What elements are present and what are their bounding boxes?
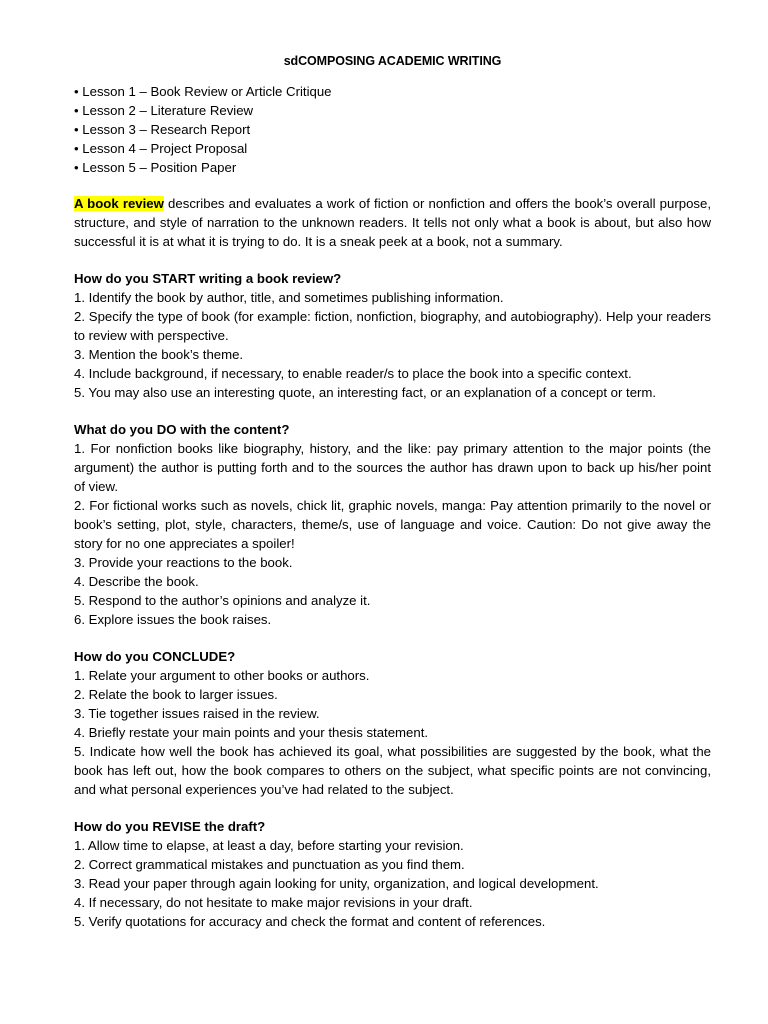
list-item: 5. Indicate how well the book has achieved its goal, what possibilities are suggested by the book, what the book has left out, how the book compares to others on the subject, what specific points are not convincing, and what personal experiences you’ve had related to the subject. [74, 744, 711, 797]
list-item: 3. Provide your reactions to the book. [74, 555, 293, 570]
section-heading: How do you REVISE the draft? [74, 819, 266, 834]
lesson-item: • Lesson 1 – Book Review or Article Critique [74, 84, 332, 99]
document-page [74, 52, 711, 931]
list-item: 3. Read your paper through again looking for unity, organization, and logical development. [74, 876, 599, 891]
intro-text: describes and evaluates a work of fiction or nonfiction and offers the book’s overall purpose, structure, and style of narration to the unknown readers. It tells not only what a book is about, but also how successful it is at what it is trying to do. It is a sneak peek at a book, not a summary. [74, 196, 711, 249]
section-content [74, 420, 711, 629]
list-item: 2. For fictional works such as novels, chick lit, graphic novels, manga: Pay attention primarily to the novel or book’s setting, plot, style, characters, theme/s, use of language and voice. Caution: Do not give away the story for no one appreciates a spoiler! [74, 498, 711, 551]
highlighted-term: A book review [74, 196, 164, 211]
list-item: 1. Relate your argument to other books or authors. [74, 668, 370, 683]
list-item: 1. For nonfiction books like biography, history, and the like: pay primary attention to the major points (the argument) the author is putting forth and to the sources the author has drawn upon to back up his/her point of view. [74, 441, 711, 494]
document-title: sdCOMPOSING ACADEMIC WRITING [283, 54, 502, 68]
list-item: 5. Respond to the author’s opinions and analyze it. [74, 593, 371, 608]
lesson-item: • Lesson 4 – Project Proposal [74, 141, 248, 156]
list-item: 4. Describe the book. [74, 574, 199, 589]
list-item: 2. Correct grammatical mistakes and punctuation as you find them. [74, 857, 465, 872]
list-item: 1. Allow time to elapse, at least a day, before starting your revision. [74, 838, 464, 853]
list-item: 4. Briefly restate your main points and your thesis statement. [74, 725, 429, 740]
list-item: 3. Mention the book’s theme. [74, 347, 244, 362]
list-item: 4. Include background, if necessary, to enable reader/s to place the book into a specific context. [74, 366, 632, 381]
section-revise [74, 817, 711, 931]
intro-paragraph [74, 194, 711, 251]
lesson-item: • Lesson 2 – Literature Review [74, 103, 254, 118]
lesson-list [74, 82, 711, 177]
list-item: 2. Relate the book to larger issues. [74, 687, 278, 702]
section-heading: How do you START writing a book review? [74, 271, 342, 286]
list-item: 4. If necessary, do not hesitate to make major revisions in your draft. [74, 895, 473, 910]
lesson-item: • Lesson 5 – Position Paper [74, 160, 237, 175]
list-item: 2. Specify the type of book (for example: fiction, nonfiction, biography, and autobiography). Help your readers to review with perspective. [74, 309, 711, 343]
section-heading: How do you CONCLUDE? [74, 649, 236, 664]
list-item: 5. You may also use an interesting quote, an interesting fact, or an explanation of a concept or term. [74, 385, 657, 400]
section-heading: What do you DO with the content? [74, 422, 290, 437]
list-item: 1. Identify the book by author, title, and sometimes publishing information. [74, 290, 504, 305]
list-item: 5. Verify quotations for accuracy and check the format and content of references. [74, 914, 546, 929]
lesson-item: • Lesson 3 – Research Report [74, 122, 251, 137]
section-conclude [74, 647, 711, 799]
section-start [74, 269, 711, 402]
list-item: 3. Tie together issues raised in the review. [74, 706, 320, 721]
list-item: 6. Explore issues the book raises. [74, 612, 272, 627]
